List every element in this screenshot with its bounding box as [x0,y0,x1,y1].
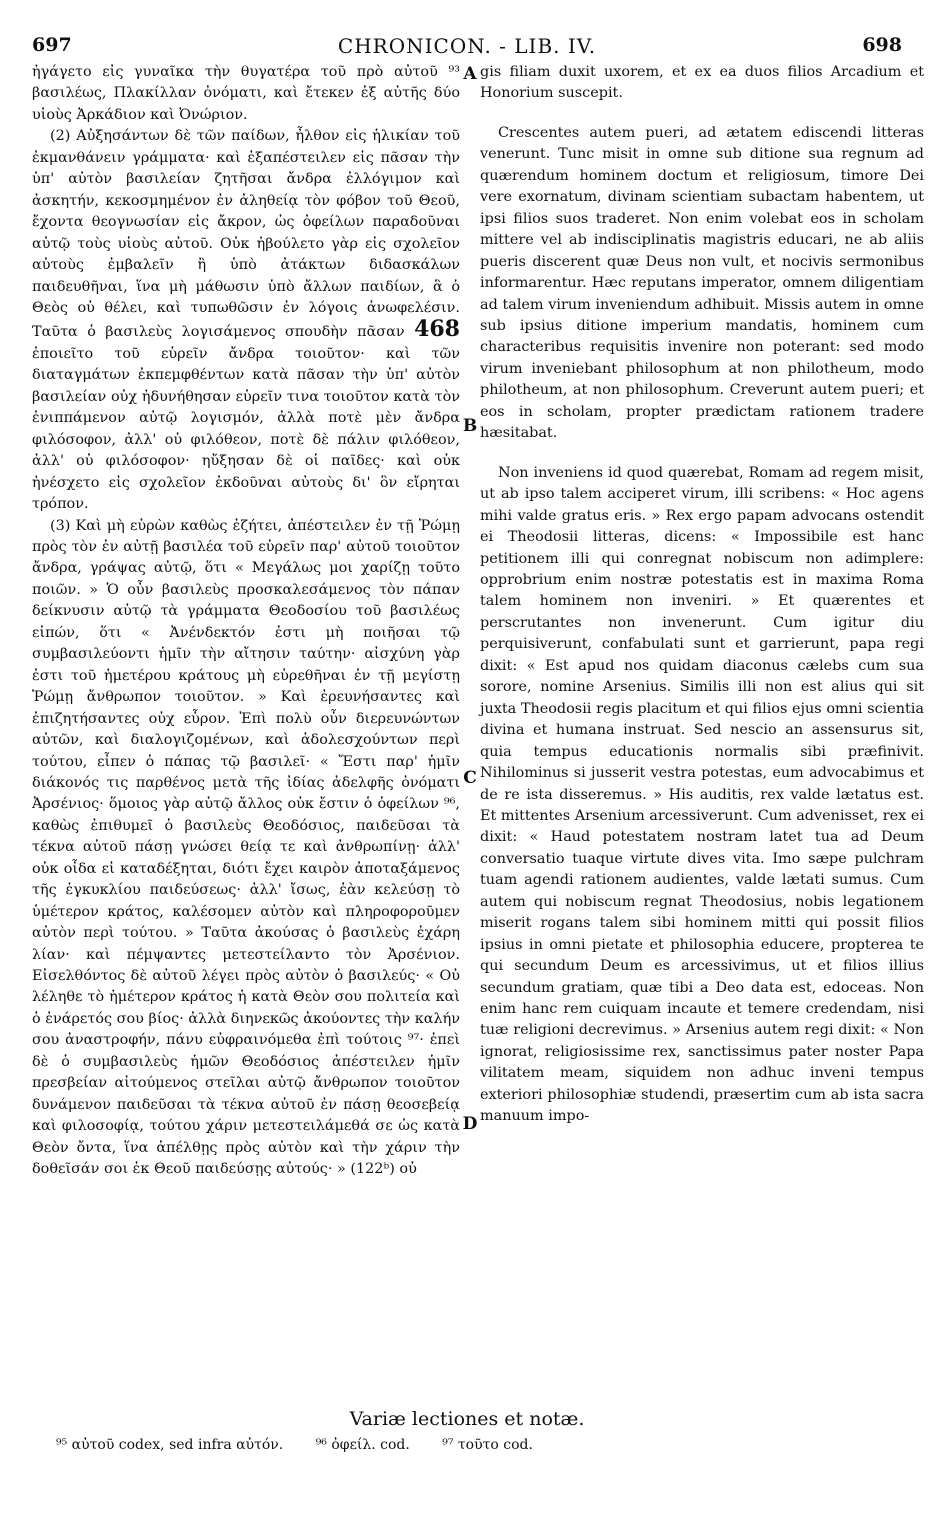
latin-column [480,62,924,1128]
latin-paragraph-3: Non inveniens id quod quærebat, Romam ad regem misit, ut ab ipso talem acciperet virum, illi scribens: « Hoc agens mihi valde gratus eris. » Rex ergo papam advocans ostendit ei Theodosii litteras, dicens: « Impossibile est hanc petitionem illi qui conregnat nobiscum non adimplere: opprobrium enim nostræ potestatis est in maxima Roma talem hominem non inveniri. » Et quærentes et perscrutantes non invenerunt. Cum igitur diu perquisiverunt, confabulati sunt et garrierunt, papa regi dixit: « Est apud nos quidam diaconus cælebs cum sua sorore, nomine Arsenius. Similis illi non est alius qui sit juxta Theodosii regis placitum et qui filios ejus omni scientia divina et humana instruat. Sed nescio an assensurus sit, quia tempus educationis normalis sibi præfinivit. Nihilominus si jusserit vestra potestas, eum advocabimus et de re ista disseremus. » His auditis, rex valde lætatus est. Et mittentes Arsenium arcessiverunt. Cum advenisset, rex ei dixit: « Haud potestatem nostram latet tua ad Deum conversatio tuaque virtute dives vita. Imo sæpe pulchram tuam agendi rationem audientes, valde lætati sumus. Cum autem qui nobiscum regnat Theodosius, nobis legationem miserit rogans talem sibi hominem mitti qui possit filios ipsius in omni pietate et philosophia educere, propterea te qui secundum Deum es arcessivimus, ut et filios illius secundum gratiam, quæ tibi a Deo data est, edoceas. Non enim hanc rem cuiquam incaute et temere credendam, nisi tuæ religioni decrevimus. » Arsenius autem regi dixit: « Non ignorat, religiosissime rex, sanctissimus pater noster Papa vilitatem meam, siquidem non adhuc inveni tempus exteriori philosophiæ studendi, præsertim cum ab ista sacra manuum impo- [480,464,924,1125]
footnote: ⁹⁶ ὀφείλ. cod. [315,1437,410,1453]
page-number-left: 697 [32,34,72,56]
greek-paragraph-2-text: (2) Αὐξησάντων δὲ τῶν παίδων, ἦλθον εἰς ἡλικίαν τοῦ ἐκμανθάνειν γράμματα· καὶ ἐξαπέστειλεν εἰς πᾶσαν τὴν ὑπ' αὐτὸν βασιλείαν ζητῆσαι ἄνδρα ἐλλόγιμον καὶ ἀσκητήν, κεκοσμημένον ἐν ἀληθείᾳ τὸν φόβον τοῦ Θεοῦ, ἔχοντα θεογνωσίαν εἰς ἄκρον, ὡς ὀφείλων παραδοῦναι αὐτῷ τοὺς υἱοὺς αὐτοῦ. Οὐκ ἠβούλετο γὰρ εἰς σχολεῖον αὐτοὺς ἐμβαλεῖν ἢ ὑπὸ ἀτάκτων διδασκάλων παιδευθῆναι, ἵνα μὴ μάθωσιν ὑπὸ ἄλλων παιδίων, ἃ ὁ Θεὸς οὐ θέλει, καὶ τυπωθῶσιν ἐν λόγοις ἀνωφελέσιν. Ταῦτα ὁ βασιλεὺς λογισάμενος σπουδὴν πᾶσαν [32,128,460,341]
greek-column [32,62,460,1181]
margin-letter-a: A [463,64,477,84]
greek-paragraph-2 [32,126,460,515]
greek-paragraph-3: (3) Καὶ μὴ εὑρὼν καθὼς ἐζήτει, ἀπέστειλεν ἐν τῇ Ῥώμῃ πρὸς τὸν ἐν αὐτῇ βασιλέα τοῦ εὑρεῖν παρ' αὐτοῦ τοιοῦτον ἄνδρα, γράψας αὐτῷ, ὅτι « Μεγάλως μοι χαρίζῃ τοῦτο ποιῶν. » Ὁ οὖν βασιλεὺς προσκαλεσάμενος τὸν πάπαν δείκνυσιν αὐτῷ τὰ γράμματα Θεοδοσίου τοῦ βασιλέως εἰπών, ὅτι « Ἀνένδεκτόν ἐστι μὴ ποιῆσαι τῷ συμβασιλεύοντι ἡμῖν τὴν αἴτησιν ταύτην· αἰσχύνη γὰρ ἐστι τοῦ ἡμετέρου κράτους μὴ εὑρεθῆναι ἐν τῇ μεγίστῃ Ῥώμῃ ἄνθρωπον τοιοῦτον. » Καὶ ἐρευνήσαντες καὶ ἐπιζητήσαντες οὐχ εὗρον. Ἐπὶ πολὺ οὖν διερευνώντων αὐτῶν, καὶ διαλογιζομένων, καὶ ἀδολεσχούντων περὶ τούτου, εἶπεν ὁ πάπας τῷ βασιλεῖ· « Ἔστι παρ' ἡμῖν διάκονός τις παρθένος μετὰ τῆς ἰδίας ἀδελφῆς ὀνόματι Ἀρσένιος· ὅμοιος γὰρ αὐτῷ ἄλλος οὐκ ἔστιν ὁ ὀφείλων ⁹⁶, καθὼς ἐπιθυμεῖ ὁ βασιλεὺς Θεοδόσιος, παιδεῦσαι τὰ τέκνα αὐτοῦ πάσῃ γνώσει θείᾳ τε καὶ ἀνθρωπίνῃ· ἀλλ' οὐκ οἶδα εἰ καταδέξηται, διότι ἔχει καιρὸν ἀποταξάμενος τῆς ἐγκυκλίου παιδεύσεως· ἀλλ' ἴσως, ἐὰν κελεύσῃ τὸ ὑμέτερον κράτος, καλέσομεν αὐτὸν καὶ πληροφοροῦμεν αὐτὸν περὶ τούτου. » Ταῦτα ἀκούσας ὁ βασιλεὺς ἐχάρη λίαν· καὶ πέμψαντες μετεστείλαντο τὸν Ἀρσένιον. Εἰσελθόντος δὲ αὐτοῦ λέγει πρὸς αὐτὸν ὁ βασιλεύς· « Οὐ λέληθε τὸ ἡμέτερον κράτος ἡ κατὰ Θεὸν σου πολιτεία καὶ ὁ ἐνάρετός σου βίος· ἀλλὰ διηνεκῶς ἀκούοντες τὴν καλήν σου ἀναστροφήν, πάνυ εὐφραινόμεθα ἐπὶ τούτοις ⁹⁷· ἐπεὶ δὲ ὁ συμβασιλεὺς ἡμῶν Θεοδόσιος ἀπέστειλεν ἡμῖν πρεσβείαν αἰτούμενος στεῖλαι αὐτῷ ἄνθρωπον τοιοῦτον δυνάμενον παιδεῦσαι τὰ τέκνα αὐτοῦ ἐν πάσῃ θεοσεβείᾳ καὶ φιλοσοφίᾳ, τούτου χάριν μετεστειλάμεθά σε ὡς κατὰ Θεὸν ὄντα, ἵνα ἀπέλθῃς πρὸς αὐτὸν καὶ τὴν χάριν τὴν δοθεῖσάν σοι ἐκ Θεοῦ παιδεύσῃς αὐτούς· » (122ᵇ) οὐ [32,517,460,1178]
running-header [32,34,902,62]
margin-letter-c: C [463,768,477,788]
page-number-right: 698 [862,34,902,56]
latin-paragraph-2: Crescentes autem pueri, ad ætatem ediscendi litteras venerunt. Tunc misit in omne sub ditione sua regnum ad quærendum hominem doctum et religiosum, timore Dei vere exornatum, divinam scientiam subactam habentem, ut ipsi filios suos traderet. Non enim volebat eos in scholam mittere vel ab indisciplinatis magistris educari, ne ab aliis pueris discerent quæ Deus non vult, et nocivis sermonibus informarentur. Hæc reputans imperator, omnem diligentiam ad talem virum inveniendum adhibuit. Missis autem in omne sub ipsius ditione imperium mandatis, hominem cum characteribus requisitis invenire non poterant: sed modo virum inveniebant philosophum at non philotheum, modo philotheum, at non philosophum. Creverunt autem pueri; et eos in scholam, propter prædictam rationem tradere hæsitabat. [480,124,924,442]
greek-paragraph-2-cont: ἐποιεῖτο τοῦ εὑρεῖν ἄνδρα τοιοῦτον· καὶ τῶν διαταγμάτων ἐκπεμφθέντων κατὰ πᾶσαν τὴν ὑπ' αὐτὸν βασιλείαν οὐχ ἠδυνήθησαν εὑρεῖν τινα τοιοῦτον κατὰ τὸν ἐνιππάμενον αὐτῷ λογισμόν, ἀλλὰ ποτὲ μὲν ἄνδρα φιλόσοφον, ἀλλ' οὐ φιλόθεον, ποτὲ δὲ πάλιν φιλόθεον, ἀλλ' οὐ φιλόσοφον· ηὔξησαν δὲ οἱ παῖδες· καὶ οὐκ ἠνέσχετο εἰς σχολεῖον ἐκδοῦναι αὐτοὺς δι' ὃν εἴρηται τρόπον. [32,345,460,513]
column-number: 468 [414,316,460,343]
margin-letter-b: B [462,416,478,436]
footnotes [56,1437,894,1453]
running-title: CHRONICON. - LIB. IV. [337,34,597,58]
margin-letter-d: D [462,1114,478,1134]
greek-paragraph-1: ἠγάγετο εἰς γυναῖκα τὴν θυγατέρα τοῦ πρὸ αὐτοῦ ⁹³ βασιλέως, Πλακίλλαν ὀνόματι, καὶ ἔτεκεν ἐξ αὐτῆς δύο υἱοὺς Ἀρκάδιον καὶ Ὀνώριον. [32,64,460,123]
latin-paragraph-1: gis filiam duxit uxorem, et ex ea duos filios Arcadium et Honorium suscepit. [480,64,924,102]
footnote: ⁹⁷ τοῦτο cod. [442,1437,533,1453]
notes-heading: Variæ lectiones et notæ. [349,1408,585,1430]
footnote: ⁹⁵ αὐτοῦ codex, sed infra αὐτόν. [56,1437,284,1453]
